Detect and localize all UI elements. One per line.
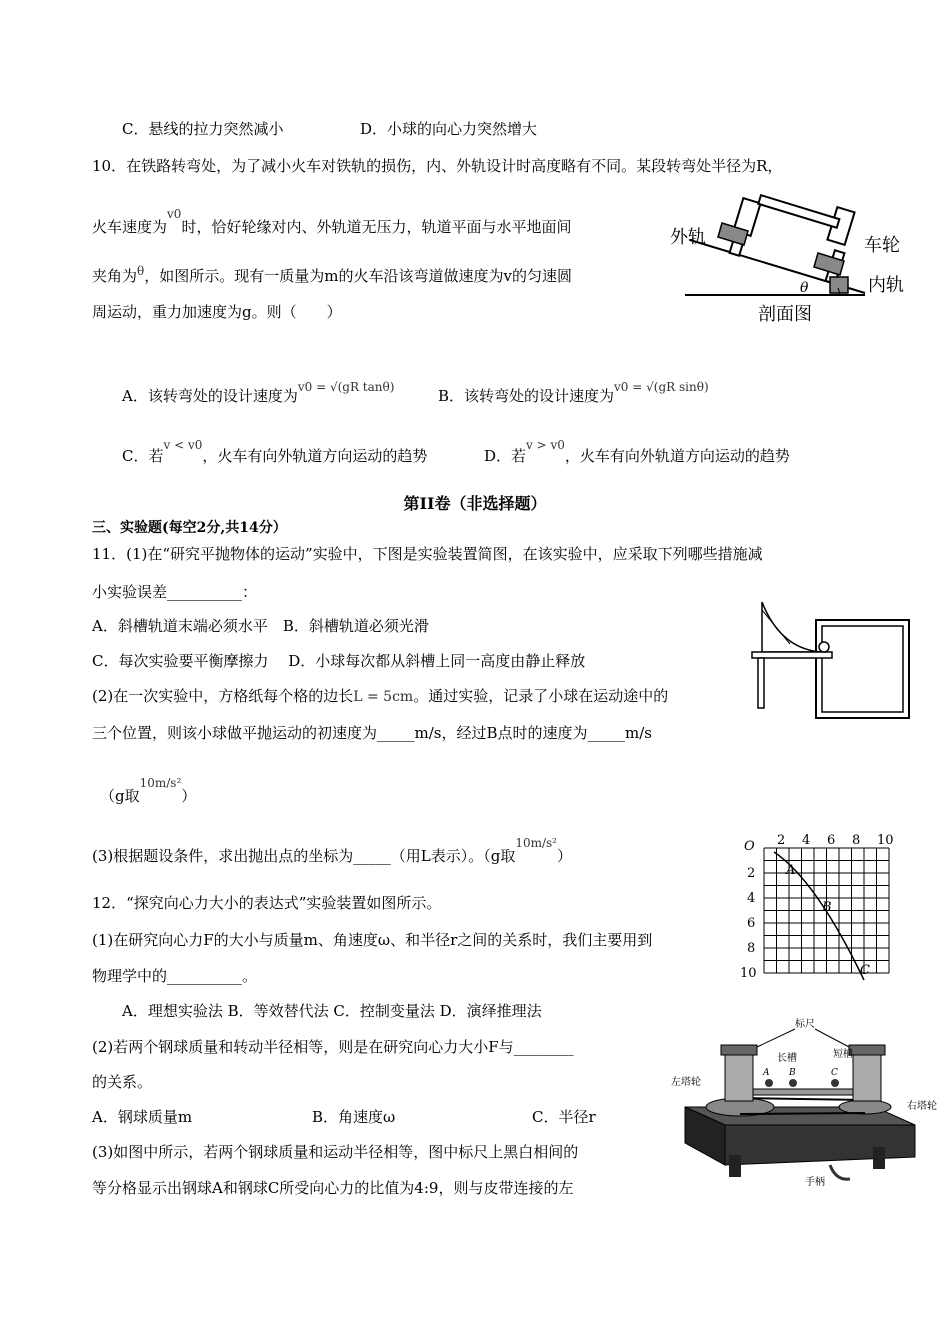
grid-origin: O <box>744 839 755 854</box>
q10-stem-line1: 10．在铁路转弯处，为了减小火车对铁轨的损伤，内、外轨设计时高度略有不同。某段转弯处半径为R， <box>92 157 783 175</box>
wheel-label: 车轮 <box>864 235 900 256</box>
q12-stem-line2: (1)在研究向心力F的大小与质量m、角速度ω、和半径r之间的关系时，我们主要用到 <box>92 931 653 949</box>
handle-label: 手柄 <box>805 1177 825 1188</box>
q12-stem-line7: 等分格显示出钢球A和钢球C所受向心力的比值为4:9，则与皮带连接的左 <box>92 1179 574 1197</box>
outer-rail-label: 外轨 <box>670 227 706 248</box>
q12-stem-line5: 的关系。 <box>92 1073 153 1091</box>
section-label: 剖面图 <box>758 304 812 325</box>
projectile-apparatus-figure <box>750 598 915 723</box>
ball-a-label: A <box>763 1068 770 1078</box>
theta-symbol: θ <box>137 264 145 278</box>
q10-option-d: D．若$^{v > v0}$，火车有向外轨道方向运动的趋势 <box>484 438 790 465</box>
q12-option-b: B．角速度ω <box>312 1108 396 1126</box>
q9-option-c: C．悬线的拉力突然减小 <box>122 120 284 138</box>
ball-c-label: C <box>831 1068 838 1078</box>
q12-stem-line1: 12．“探究向心力大小的表达式”实验装置如图所示。 <box>92 894 442 912</box>
q12-stem-line6: (3)如图中所示，若两个钢球质量和运动半径相等，图中标尺上黑白相间的 <box>92 1143 579 1161</box>
left-wheel-label: 左塔轮 <box>671 1077 701 1088</box>
q10-stem-line2: 火车速度为$^{v0}$时，恰好轮缘对内、外轨道无压力，轨道平面与水平地面间 <box>92 207 572 236</box>
x-tick: 2 <box>777 833 786 848</box>
v0-symbol: v0 <box>167 207 182 221</box>
right-wheel-label: 右塔轮 <box>907 1101 937 1112</box>
q11-stem-line2: 小实验误差__________： <box>92 583 258 601</box>
centripetal-apparatus-figure <box>665 1015 945 1200</box>
q12-option-a: A．钢球质量m <box>92 1108 193 1126</box>
section-heading: 三、实验题(每空2分,共14分） <box>92 520 287 536</box>
long-groove-label: 长槽 <box>777 1053 797 1064</box>
theta-label: θ <box>800 280 809 296</box>
q10-option-a: A．该转弯处的设计速度为$^{v0 = √(gR tan\theta)}$ <box>122 380 395 405</box>
ruler-label: 标尺 <box>795 1019 815 1030</box>
y-tick: 10 <box>740 966 757 981</box>
point-b-label: B <box>822 900 832 915</box>
point-a-label: A <box>786 863 796 878</box>
q12-stem-line3: 物理学中的__________。 <box>92 967 258 985</box>
q11-stem-line1: 11．(1)在“研究平抛物体的运动”实验中，下图是实验装置简图，在该实验中，应采取下列哪些措施减 <box>92 545 763 563</box>
q11-option-ab: A．斜槽轨道末端必须水平 B．斜槽轨道必须光滑 <box>92 617 429 635</box>
q11-part2-line2: 三个位置，则该小球做平抛运动的初速度为_____m/s，经过B点时的速度为_____m/s <box>92 724 652 742</box>
q11-option-cd: C．每次实验要平衡摩擦力 D．小球每次都从斜槽上同一高度由静止释放 <box>92 652 586 670</box>
q12-options-1: A．理想实验法 B．等效替代法 C．控制变量法 D．演绎推理法 <box>122 1002 542 1020</box>
q12-stem-line4: (2)若两个钢球质量和转动半径相等，则是在研究向心力大小F与________ <box>92 1038 574 1056</box>
x-tick: 10 <box>877 833 894 848</box>
y-tick: 6 <box>747 916 756 931</box>
x-tick: 6 <box>827 833 836 848</box>
part2-title: 第II卷（非选择题） <box>403 494 547 513</box>
formula-tan: v0 = √(gR tanθ) <box>297 380 395 394</box>
q11-part2-line1: (2)在一次实验中，方格纸每个格的边长L = 5cm。通过实验，记录了小球在运动途中的 <box>92 687 669 705</box>
q11-gravity-note: （g取$^{10m/s^2}$） <box>100 776 197 805</box>
ball-b-label: B <box>789 1068 796 1078</box>
q10-option-b: B．该转弯处的设计速度为$^{v0 = √(gR sin\theta)}$ <box>438 380 709 405</box>
y-tick: 4 <box>747 891 756 906</box>
q9-option-d: D．小球的向心力突然增大 <box>360 120 538 138</box>
x-tick: 8 <box>852 833 861 848</box>
y-tick: 2 <box>747 866 756 881</box>
q11-part3: (3)根据题设条件，求出抛出点的坐标为_____（用L表示）。（g取$^{10m/s^2}$） <box>92 836 573 865</box>
q10-option-c: C．若$^{v < v0}$，火车有向外轨道方向运动的趋势 <box>122 438 428 465</box>
trajectory-grid-figure <box>736 830 901 990</box>
formula-sin: v0 = √(gR sinθ) <box>614 380 709 394</box>
y-tick: 8 <box>747 941 756 956</box>
q12-option-c: C．半径r <box>532 1108 596 1126</box>
point-c-label: C <box>860 963 870 978</box>
x-tick: 4 <box>802 833 811 848</box>
short-groove-label: 短槽 <box>833 1049 853 1060</box>
q10-stem-line4: 周运动，重力加速度为g。则（ ） <box>92 303 342 321</box>
inner-rail-label: 内轨 <box>868 275 904 296</box>
q10-stem-line3: 夹角为$^\theta$，如图所示。现有一质量为m的火车沿该弯道做速度为v的匀速圆 <box>92 264 572 285</box>
rail-section-figure <box>660 185 920 330</box>
